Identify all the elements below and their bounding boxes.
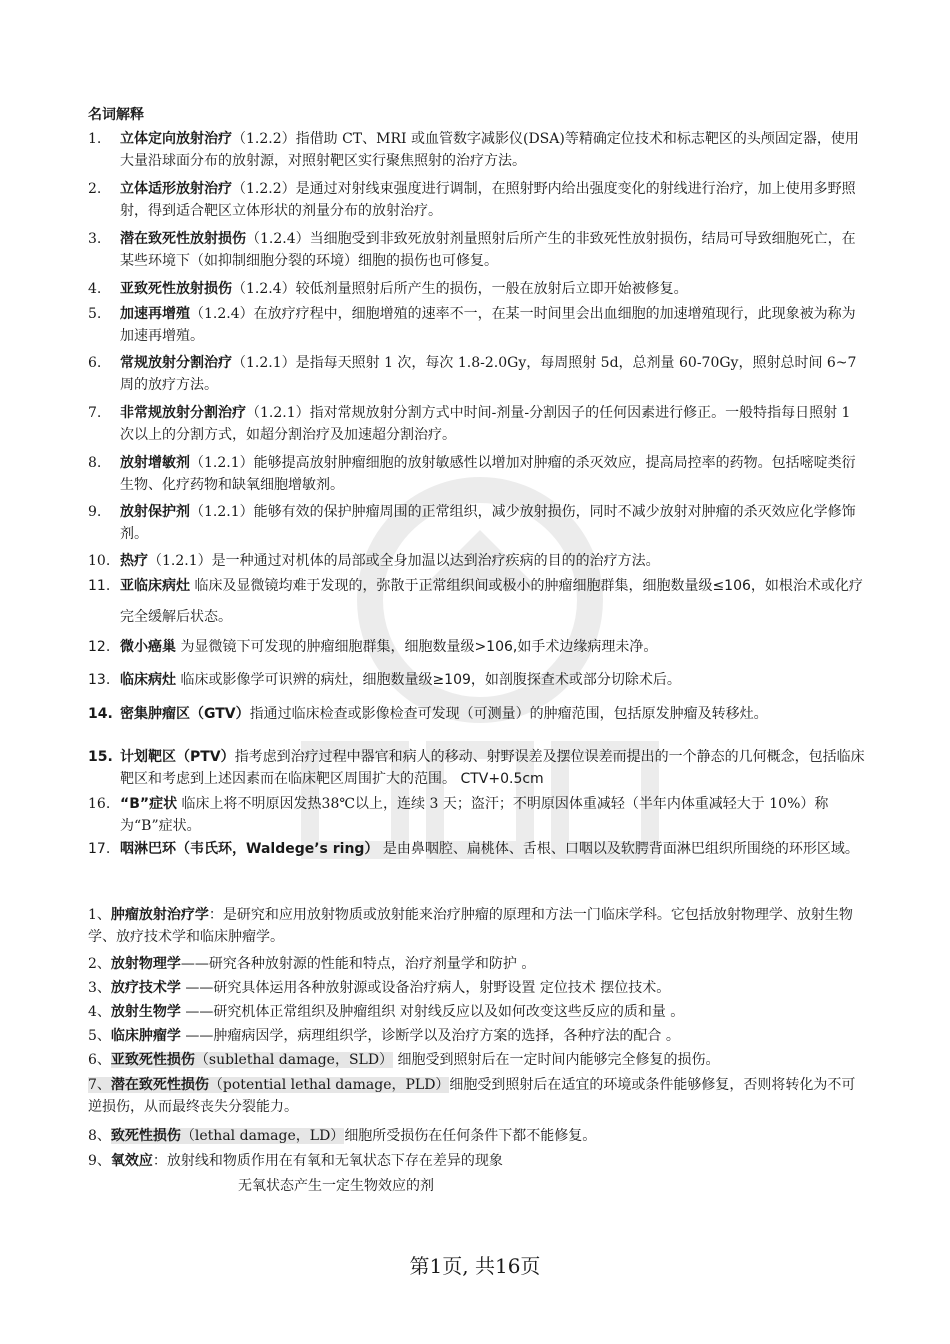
- def-item-3: 3、放疗技术学 ——研究具体运用各种放射源或设备治疗病人，射野设置 定位技术 摆位技术。: [88, 980, 671, 996]
- section-heading: 名词解释: [88, 107, 144, 123]
- def-item-6: 6、亚致死性损伤（sublethal damage，SLD） 细胞受到照射后在一定时间内能够完全修复的损伤。: [88, 1052, 720, 1068]
- def-item-1: 1、肿瘤放射治疗学：是研究和应用放射物质或放射能来治疗肿瘤的原理和方法一门临床学科。它包括放射物理学、放射生物学、放疗技术学和临床肿瘤学。: [88, 907, 853, 945]
- def-item-4: 4、放射生物学 ——研究机体正常组织及肿瘤组织 对射线反应以及如何改变这些反应的质和量 。: [88, 1004, 685, 1020]
- def-item-5: 5、临床肿瘤学 ——肿瘤病因学，病理组织学，诊断学以及治疗方案的选择，各种疗法的配合 。: [88, 1028, 680, 1044]
- def-item-2: 2、放射物理学——研究各种放射源的性能和特点，治疗剂量学和防护 。: [88, 956, 536, 972]
- page-footer: 第1页, 共16页: [409, 1254, 541, 1278]
- extra-line: 无氧状态产生一定生物效应的剂: [238, 1178, 434, 1194]
- document-page: 名词解释 1. 立体定向放射治疗（1.2.2）指借助 CT、MRI 或血管数字减影仪(DSA)等精确定位技术和标志靶区的头颅固定器，使用大量沿球面分布的放射源，对照射靶区实行聚焦照射的治疗方法。 2. 立体适形放射治疗（1.2.2）是通过对射线束强度进行调制，在照射野内给出强度变化的射线进行治疗，加上使用多野照射，得到适合靶区立体形状的剂量分布的放射治疗。 3. 潜在致死性放射损伤（1.2.4）当细胞受到非致死放射剂量照射后所产生的非致死性放射损伤，结局可导致细胞死亡，在某些环境下（如抑制细胞分裂的环境）细胞的损伤也可修复。 4. 亚致死性放射损伤（1.2.4）较低剂量照射后所产生的损伤，一般在放射后立即开始被修复。 5. 加速再增殖（1.2.4）在放疗疗程中，细胞增殖的速率不一，在某一时间里会出血细胞的加速增殖现行，此现象被为称为加速再增殖。 6. 常规放射分割治疗（1.2.1）是指每天照射 1 次，每次 1.8-2.0Gy，每周照射 5d，总剂量 60-70Gy，照射总时间 6~7 周的放疗方法。 7. 非常规放射分割治疗（1.2.1）指对常规放射分割方式中时间-剂量-分割因子的任何因素进行修正。一般特指每日照射 1 次以上的分割方式，如超分割治疗及加速超分割治疗。 8. 放射增敏剂（1.2.1）能够提高放射肿瘤细胞的放射敏感性以增加对肿瘤的杀灭效应，提高局控率的药物。包括嘧啶类衍生物、化疗药物和缺氧细胞增敏剂。 9. 放射保护剂（1.2.1）能够有效的保护肿瘤周围的正常组织，减少放射损伤，同时不减少放射对肿瘤的杀灭效应化学修饰剂。 10. 热疗（1.2.1）是一种通过对机体的局部或全身加温以达到治疗疾病的目的的治疗方法。 11. 亚临床病灶 临床及显微镜均难于发现的，弥散于正常组织间或极小的肿瘤细胞群集，细胞数量级≤106，如根治术或化疗完全缓解后状态。 12. 微小癌巢 为显微镜下可发现的肿瘤细胞群集，细胞数量级>106,如手术边缘病理未净。 13. 临床病灶 临床或影像学可识辨的病灶，细胞数量级≥109，如剖腹探查术或部分切除术后。 14. 密集肿瘤区（GTV）指通过临床检查或影像检查可发现（可测量）的肿瘤范围，包括原发肿瘤及转移灶。 15. 计划靶区（PTV）指考虑到治疗过程中器官和病人的移动、射野误差及摆位误差而提出的一个静态的几何概念，包括临床靶区和考虑到上述因素而在临床靶区周围扩大的范围。 CTV+0.5cm 16. “B”症状 临床上将不明原因发热38℃以上，连续 3 天；盗汗；不明原因体重减轻（半年内体重减轻大于 10%）称为“B”症状。 17. 咽淋巴环（韦氏环，Waldege’s ring） 是由鼻咽腔、扁桃体、舌根、口咽以及软腭背面淋巴组织所围绕的环形区域。 1、肿瘤放射治疗学：是研究和应用放射物质或放射能来治疗肿瘤的原理和方法一门临床学科。它包括放射物理学、放射生物学、放疗技术学和临床肿瘤学。 2、放射物理学——研究各种放射源的性能和特点，治疗剂量学和防护 。 3、放疗技术学 ——研究具体运用各种放射源或设备治疗病人，射野设置 定位技术 摆位技术。 4、放射生物学 ——研究机体正常组织及肿瘤组织 对射线反应以及如何改变这些反应的质和量 。 5、临床肿瘤学 ——肿瘤病因学，病理组织学，诊断学以及治疗方案的选择，各种疗法的配合 。 6、亚致死性损伤（sublethal damage，SLD） 细胞受到照射后在一定时间内能够完全修复的损伤。 7、潜在致死性损伤（potential lethal damage，PLD）细胞受到照射后在适宜的环境或条件能够修复，否则将转化为不可逆损伤，从而最终丧失分裂能力。 8、致死性损伤（lethal damage，LD）细胞所受损伤在任何条件下都不能修复。 9、氧效应：放射线和物质作用在有氧和无氧状态下存在差异的现象 无氧状态产生一定生物效应的剂 第1页, 共16页: [0, 0, 950, 1344]
- def-item-9: 9、氧效应：放射线和物质作用在有氧和无氧状态下存在差异的现象: [88, 1153, 503, 1169]
- def-item-8: 8、致死性损伤（lethal damage，LD）细胞所受损伤在任何条件下都不能修复。: [88, 1128, 597, 1144]
- def-item-7: 7、潜在致死性损伤（potential lethal damage，PLD）细胞受到照射后在适宜的环境或条件能够修复，否则将转化为不可逆损伤，从而最终丧失分裂能力。: [88, 1077, 856, 1115]
